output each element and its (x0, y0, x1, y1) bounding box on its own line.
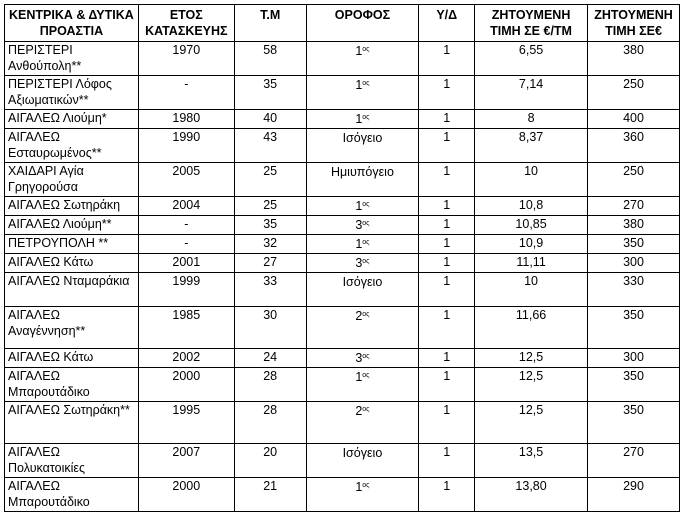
table-row (5, 235, 680, 254)
cell-price-text: 270 (623, 445, 644, 459)
cell-sqm (234, 235, 306, 254)
cell-price-per-sqm-text: 8 (527, 111, 535, 125)
cell-price (588, 110, 680, 129)
table-row (5, 110, 680, 129)
table-row (5, 444, 680, 478)
cell-rooms-text: 1 (443, 479, 451, 493)
cell-rooms-text: 1 (443, 255, 451, 269)
table-row (5, 307, 680, 349)
cell-price-text: 350 (623, 403, 644, 417)
cell-price-text: 400 (623, 111, 644, 125)
cell-area (5, 216, 139, 235)
cell-price (588, 76, 680, 110)
cell-year-text: 2001 (172, 255, 201, 269)
cell-year-text: 1995 (172, 403, 201, 417)
table-row (5, 349, 680, 368)
cell-rooms-text: 1 (443, 77, 451, 91)
cell-price-per-sqm-text: 10,9 (518, 236, 544, 250)
cell-sqm-text: 43 (263, 130, 278, 144)
cell-year-text: 2005 (172, 164, 201, 178)
cell-rooms (419, 42, 475, 76)
cell-price-text: 350 (623, 369, 644, 383)
cell-price-text: 300 (623, 255, 644, 269)
cell-rooms-text: 1 (443, 308, 451, 322)
cell-sqm (234, 444, 306, 478)
cell-area-text: ΑΙΓΑΛΕΩ Σωτηράκη** (8, 403, 130, 417)
cell-price-per-sqm (475, 197, 588, 216)
cell-year (138, 273, 234, 307)
cell-price-per-sqm-text: 10 (524, 274, 539, 288)
cell-area-text: ΑΙΓΑΛΕΩ Μπαρουτάδικο (8, 479, 90, 509)
cell-sqm-text: 20 (263, 445, 278, 459)
cell-floor-text: Ισόγειο (342, 131, 383, 145)
cell-floor-text: 3 (355, 218, 363, 232)
cell-area-text: ΠΕΡΙΣΤΕΡΙ Ανθούπολη** (8, 43, 82, 73)
cell-sqm (234, 478, 306, 512)
table-body (5, 42, 680, 512)
cell-price-per-sqm-text: 7,14 (518, 77, 544, 91)
cell-year (138, 163, 234, 197)
cell-area (5, 129, 139, 163)
table-row (5, 478, 680, 512)
cell-rooms-text: 1 (443, 403, 451, 417)
floor-ordinal-suffix: ος (362, 80, 370, 87)
cell-price (588, 307, 680, 349)
cell-floor-text: Ισόγειο (342, 446, 383, 460)
cell-floor (306, 368, 419, 402)
cell-floor-text: 1 (355, 199, 363, 213)
cell-year-text: 2000 (172, 369, 201, 383)
cell-price-per-sqm-text: 13,5 (518, 445, 544, 459)
cell-sqm-text: 28 (263, 403, 278, 417)
cell-price-per-sqm (475, 42, 588, 76)
cell-year-text: - (184, 236, 189, 250)
cell-price-per-sqm-text: 12,5 (518, 350, 544, 364)
cell-price-per-sqm-text: 11,11 (516, 255, 546, 269)
cell-rooms-text: 1 (443, 217, 451, 231)
cell-price-per-sqm-text: 12,5 (518, 403, 544, 417)
floor-ordinal-suffix: ος (362, 311, 370, 318)
cell-price-per-sqm-text: 12,5 (518, 369, 544, 383)
cell-sqm-text: 25 (263, 198, 278, 212)
cell-rooms (419, 273, 475, 307)
cell-area (5, 42, 139, 76)
cell-floor (306, 42, 419, 76)
cell-price-text: 350 (623, 236, 644, 250)
cell-year-text: 2002 (172, 350, 201, 364)
cell-rooms (419, 254, 475, 273)
cell-year-text: 1970 (172, 43, 201, 57)
cell-rooms-text: 1 (443, 130, 451, 144)
cell-area (5, 402, 139, 444)
cell-sqm-text: 35 (263, 217, 278, 231)
cell-area-text: ΑΙΓΑΛΕΩ Λιούμη* (8, 111, 107, 125)
cell-sqm (234, 42, 306, 76)
cell-floor (306, 129, 419, 163)
cell-year (138, 129, 234, 163)
cell-sqm (234, 368, 306, 402)
floor-ordinal-suffix: ος (362, 220, 370, 227)
cell-sqm-text: 25 (263, 164, 278, 178)
cell-rooms-text: 1 (443, 198, 451, 212)
table-row (5, 368, 680, 402)
cell-floor (306, 273, 419, 307)
cell-sqm-text: 21 (263, 479, 278, 493)
cell-price-per-sqm (475, 235, 588, 254)
cell-year (138, 444, 234, 478)
cell-area (5, 254, 139, 273)
cell-price-per-sqm (475, 402, 588, 444)
cell-area (5, 163, 139, 197)
cell-price-per-sqm (475, 307, 588, 349)
cell-sqm (234, 402, 306, 444)
cell-floor-text: 3 (355, 351, 363, 365)
cell-sqm (234, 307, 306, 349)
cell-price-text: 380 (623, 217, 644, 231)
cell-price-per-sqm-text: 13,80 (515, 479, 547, 493)
floor-ordinal-suffix: ος (362, 239, 370, 246)
cell-sqm-text: 28 (263, 369, 278, 383)
cell-floor-text: 1 (355, 112, 363, 126)
cell-floor (306, 254, 419, 273)
cell-year-text: 1999 (172, 274, 201, 288)
cell-rooms (419, 307, 475, 349)
cell-floor-text: 1 (355, 237, 363, 251)
floor-ordinal-suffix: ος (362, 258, 370, 265)
cell-price-per-sqm (475, 254, 588, 273)
cell-floor-text: 1 (355, 78, 363, 92)
cell-year (138, 254, 234, 273)
cell-price-per-sqm (475, 478, 588, 512)
cell-sqm (234, 129, 306, 163)
cell-floor-text: 2 (355, 309, 363, 323)
cell-sqm (234, 110, 306, 129)
column-header-rooms: Υ/Δ (419, 5, 475, 42)
cell-rooms (419, 368, 475, 402)
cell-rooms-text: 1 (443, 111, 451, 125)
cell-year-text: - (184, 217, 189, 231)
cell-sqm-text: 35 (263, 77, 278, 91)
cell-price (588, 368, 680, 402)
cell-price-per-sqm-text: 8,37 (518, 130, 544, 144)
cell-rooms (419, 444, 475, 478)
cell-area-text: ΑΙΓΑΛΕΩ Κάτω (8, 350, 94, 364)
cell-area (5, 478, 139, 512)
cell-area-text: ΑΙΓΑΛΕΩ Λιούμη** (8, 217, 112, 231)
column-header-area: ΚΕΝΤΡΙΚΑ & ΔΥΤΙΚΑ ΠΡΟΑΣΤΙΑ (5, 5, 139, 42)
cell-year (138, 197, 234, 216)
cell-year-text: 2000 (172, 479, 201, 493)
cell-area (5, 444, 139, 478)
cell-sqm-text: 40 (263, 111, 278, 125)
cell-area (5, 110, 139, 129)
cell-area (5, 273, 139, 307)
cell-year-text: 2007 (172, 445, 201, 459)
cell-area (5, 307, 139, 349)
cell-price-per-sqm-text: 10 (524, 164, 539, 178)
cell-floor (306, 235, 419, 254)
table-row (5, 254, 680, 273)
cell-floor (306, 76, 419, 110)
cell-price-text: 270 (623, 198, 644, 212)
table-row (5, 197, 680, 216)
cell-rooms (419, 349, 475, 368)
cell-price (588, 216, 680, 235)
cell-year-text: 1980 (172, 111, 201, 125)
cell-year (138, 368, 234, 402)
cell-area-text: ΑΙΓΑΛΕΩ Πολυκατοικίες (8, 445, 85, 475)
cell-rooms (419, 478, 475, 512)
cell-price-per-sqm (475, 368, 588, 402)
cell-floor (306, 163, 419, 197)
cell-area (5, 197, 139, 216)
cell-floor (306, 197, 419, 216)
cell-price (588, 42, 680, 76)
cell-area-text: ΑΙΓΑΛΕΩ Σωτηράκη (8, 198, 121, 212)
header-row (5, 5, 680, 42)
cell-year (138, 110, 234, 129)
cell-sqm-text: 30 (263, 308, 278, 322)
cell-floor-text: 2 (355, 404, 363, 418)
cell-sqm (234, 163, 306, 197)
cell-sqm (234, 349, 306, 368)
cell-price-text: 360 (623, 130, 644, 144)
cell-rooms (419, 76, 475, 110)
cell-price-per-sqm (475, 110, 588, 129)
cell-floor (306, 444, 419, 478)
cell-price-per-sqm (475, 444, 588, 478)
cell-price (588, 163, 680, 197)
cell-price-per-sqm (475, 349, 588, 368)
floor-ordinal-suffix: ος (362, 406, 370, 413)
cell-price-per-sqm (475, 273, 588, 307)
cell-price-per-sqm (475, 129, 588, 163)
cell-sqm-text: 27 (263, 255, 278, 269)
cell-sqm-text: 33 (263, 274, 278, 288)
cell-floor (306, 307, 419, 349)
table-row (5, 76, 680, 110)
table-row (5, 273, 680, 307)
cell-year (138, 349, 234, 368)
cell-price-text: 250 (623, 164, 644, 178)
cell-price-per-sqm (475, 216, 588, 235)
column-header-price-per-sqm: ΖΗΤΟΥΜΕΝΗ ΤΙΜΗ ΣΕ €/ΤΜ (475, 5, 588, 42)
cell-sqm (234, 273, 306, 307)
cell-sqm (234, 76, 306, 110)
cell-price-per-sqm-text: 11,66 (515, 308, 547, 322)
cell-price-per-sqm (475, 76, 588, 110)
cell-area-text: ΑΙΓΑΛΕΩ Εσταυρωμένος** (8, 130, 102, 160)
cell-price-per-sqm-text: 6,55 (518, 43, 544, 57)
table-row (5, 216, 680, 235)
cell-rooms-text: 1 (443, 369, 451, 383)
cell-floor (306, 402, 419, 444)
table-row (5, 402, 680, 444)
cell-floor-text: 3 (355, 256, 363, 270)
listings-table-container (4, 4, 680, 512)
cell-price-text: 300 (623, 350, 644, 364)
cell-year (138, 402, 234, 444)
table-row (5, 129, 680, 163)
cell-rooms-text: 1 (443, 43, 451, 57)
cell-sqm-text: 32 (263, 236, 278, 250)
column-header-floor: ΟΡΟΦΟΣ (306, 5, 419, 42)
floor-ordinal-suffix: ος (362, 114, 370, 121)
cell-price-text: 250 (623, 77, 644, 91)
cell-price-text: 290 (623, 479, 644, 493)
cell-price (588, 129, 680, 163)
cell-price-text: 330 (623, 274, 644, 288)
cell-price (588, 478, 680, 512)
cell-price-per-sqm (475, 163, 588, 197)
cell-floor (306, 478, 419, 512)
cell-floor (306, 349, 419, 368)
cell-price (588, 349, 680, 368)
cell-year-text: 1990 (172, 130, 201, 144)
cell-rooms (419, 110, 475, 129)
cell-area (5, 368, 139, 402)
floor-ordinal-suffix: ος (362, 201, 370, 208)
cell-year (138, 235, 234, 254)
cell-price (588, 444, 680, 478)
floor-ordinal-suffix: ος (362, 353, 370, 360)
cell-year (138, 216, 234, 235)
cell-sqm (234, 216, 306, 235)
cell-area-text: ΑΙΓΑΛΕΩ Μπαρουτάδικο (8, 369, 90, 399)
floor-ordinal-suffix: ος (362, 46, 370, 53)
cell-rooms-text: 1 (443, 274, 451, 288)
cell-rooms (419, 402, 475, 444)
cell-area (5, 349, 139, 368)
cell-area (5, 76, 139, 110)
cell-rooms (419, 197, 475, 216)
floor-ordinal-suffix: ος (362, 482, 370, 489)
cell-area-text: ΑΙΓΑΛΕΩ Νταμαράκια (8, 274, 130, 288)
cell-area (5, 235, 139, 254)
cell-rooms (419, 216, 475, 235)
cell-year-text: 2004 (172, 198, 201, 212)
column-header-sqm: Τ.Μ (234, 5, 306, 42)
cell-sqm-text: 58 (263, 43, 278, 57)
cell-year (138, 76, 234, 110)
cell-year (138, 42, 234, 76)
cell-sqm-text: 24 (263, 350, 278, 364)
cell-price (588, 197, 680, 216)
cell-rooms (419, 129, 475, 163)
column-header-year: ΕΤΟΣ ΚΑΤΑΣΚΕΥΗΣ (138, 5, 234, 42)
cell-year (138, 307, 234, 349)
cell-floor (306, 216, 419, 235)
floor-ordinal-suffix: ος (362, 372, 370, 379)
cell-floor (306, 110, 419, 129)
cell-price-per-sqm-text: 10,85 (515, 217, 547, 231)
cell-rooms (419, 235, 475, 254)
cell-year (138, 478, 234, 512)
cell-sqm (234, 254, 306, 273)
table-row (5, 42, 680, 76)
cell-year-text: 1985 (172, 308, 201, 322)
cell-area-text: ΧΑΙΔΑΡΙ Αγία Γρηγορούσα (8, 164, 84, 194)
cell-price (588, 235, 680, 254)
cell-year-text: - (184, 77, 189, 91)
cell-floor-text: 1 (355, 370, 363, 384)
cell-price (588, 402, 680, 444)
cell-rooms-text: 1 (443, 164, 451, 178)
cell-sqm (234, 197, 306, 216)
cell-price-per-sqm-text: 10,8 (518, 198, 544, 212)
table-row (5, 163, 680, 197)
cell-price (588, 254, 680, 273)
listings-table (4, 4, 680, 512)
cell-floor-text: Ισόγειο (342, 275, 383, 289)
cell-price (588, 273, 680, 307)
cell-area-text: ΠΕΡΙΣΤΕΡΙ Λόφος Αξιωματικών** (8, 77, 112, 107)
cell-rooms-text: 1 (443, 445, 451, 459)
cell-price-text: 380 (623, 43, 644, 57)
column-header-price: ΖΗΤΟΥΜΕΝΗ ΤΙΜΗ ΣΕ€ (588, 5, 680, 42)
cell-area-text: ΠΕΤΡΟΥΠΟΛΗ ** (8, 236, 109, 250)
cell-price-text: 350 (623, 308, 644, 322)
cell-floor-text: 1 (355, 480, 363, 494)
cell-floor-text: Ημιυπόγειο (330, 165, 394, 179)
cell-rooms-text: 1 (443, 236, 451, 250)
cell-rooms (419, 163, 475, 197)
cell-area-text: ΑΙΓΑΛΕΩ Αναγέννηση** (8, 308, 86, 338)
cell-floor-text: 1 (355, 44, 363, 58)
cell-rooms-text: 1 (443, 350, 451, 364)
cell-area-text: ΑΙΓΑΛΕΩ Κάτω (8, 255, 94, 269)
